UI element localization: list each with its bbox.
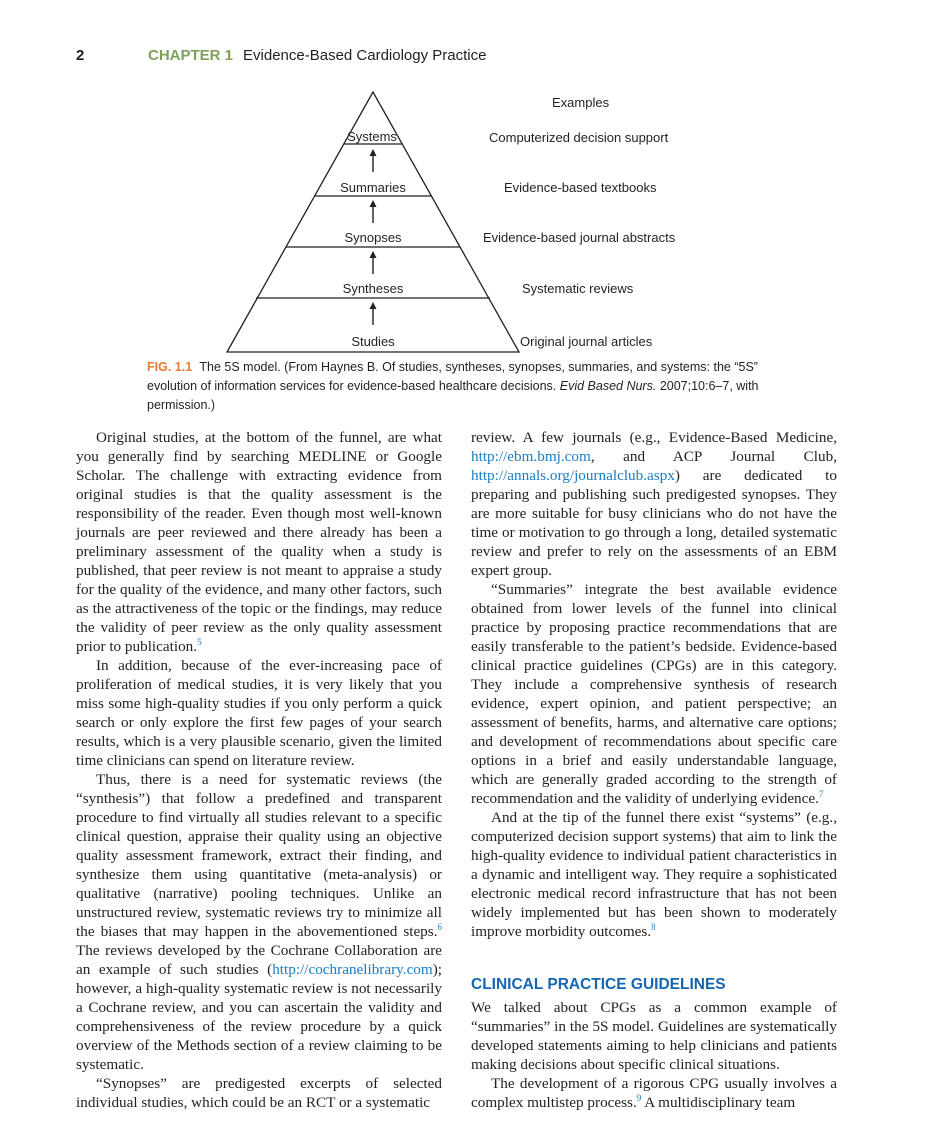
up-arrow-icon [370,149,377,172]
example-summaries: Evidence-based textbooks [504,180,657,195]
chapter-label: CHAPTER 1 [148,47,234,64]
paragraph-text: The reviews developed by the Cochrane Collaboration are an example of such studies ( [76,942,442,978]
pyramid-level-systems: Systems [347,129,397,144]
cochrane-link[interactable]: http://cochranelibrary.com [272,961,433,978]
pyramid-level-summaries: Summaries [340,180,406,195]
paragraph: In addition, because of the ever-increasing pace of proliferation of medical studies, it is very likely that you miss some high-quality studies if you only perform a quick search or only explore the first few pages of your search results, which is a very plausible scenario, given the limited time clinicians can spend on literature review. [76,657,442,769]
caption-text: The 5S model. (From Haynes B. Of studies, syntheses, synopses, summaries, and systems: the “5S” evolution of information services for evidence-based healthcare decisions. [147,360,758,393]
reference-marker[interactable]: 9 [636,1092,642,1103]
running-head [148,47,486,64]
example-synopses: Evidence-based journal abstracts [483,230,676,245]
pyramid-diagram [0,90,929,360]
figure-label: FIG. 1.1 [147,360,193,374]
paragraph-text: Original studies, at the bottom of the funnel, are what you generally find by searching MEDLINE or Google Scholar. The challenge with extracting evidence from original studies is that the quality assessment is the responsibility of the reader. Even though most well-known journals are peer reviewed and there already has been a preliminary assessment of the quality when a study is published, that peer review is not meant to appraise a study for the quality of the evidence, and many other factors, such as the attractiveness of the topic or the findings, may reduce the validity of peer review as the only quality assessment prior to publication. [76,429,442,655]
page-header [76,47,487,64]
paragraph-text: , and ACP Journal Club, [590,448,837,465]
chapter-title: Evidence-Based Cardiology Practice [243,47,487,64]
pyramid-level-studies: Studies [351,334,395,349]
paragraph: “Synopses” are predigested excerpts of selected individual studies, which could be an RCT or a systematic [76,1075,442,1111]
paragraph-text: Thus, there is a need for systematic reviews (the “synthesis”) that follow a predefined and transparent procedure to find virtually all studies relevant to a specific clinical question, appraise their quality using an objective quality assessment framework, extract their finding, and synthesize them using quantitative (meta-analysis) or qualitative (narrative) pooling techniques. Unlike an unstructured review, systematic reviews try to minimize all the biases that may happen in the abovementioned steps. [76,771,442,940]
reference-marker[interactable]: 8 [651,921,656,932]
up-arrow-icon [370,302,377,325]
paragraph [471,808,837,941]
reference-marker[interactable]: 6 [437,921,442,932]
paragraph: We talked about CPGs as a common example of “summaries” in the 5S model. Guidelines are systematically developed statements aiming to help clinicians and patients making decisions about specific clinical situations. [471,999,837,1073]
caption-tail: 2007;10:6–7, with permission.) [147,379,759,412]
caption-journal: Evid Based Nurs. [559,379,657,393]
example-syntheses: Systematic reviews [522,281,634,296]
pyramid-level-syntheses: Syntheses [342,281,404,296]
page-number: 2 [76,47,85,64]
paragraph [471,580,837,808]
paragraph-text: ) are dedicated to preparing and publishing such predigested synopses. They are more suitable for busy clinicians who do not have the time or motivation to go through a long, detailed systematic review and prefer to rely on the assessments of an EBM expert group. [471,467,837,579]
paragraph-text: A multidisciplinary team [641,1094,796,1111]
up-arrow-icon [370,200,377,223]
reference-marker[interactable]: 7 [818,788,824,799]
paragraph [471,428,837,580]
section-heading: CLINICAL PRACTICE GUIDELINES [471,976,726,993]
paragraph-text: ); however, a high-quality systematic review is not necessarily a Cochrane review, and you can ascertain the validity and comprehensiveness of the review procedure by a quick overview of the Methods section of a review claiming to be systematic. [76,961,442,1073]
paragraph-text: “Summaries” integrate the best available evidence obtained from lower levels of the funnel into clinical practice by proposing practice recommendations that are easily transferable to the patient’s bedside. Evidence-based clinical practice guidelines (CPGs) are in this category. They include a comprehensive synthesis of research evidence, expert opinion, and patient perspective; an assessment of benefits, harms, and alternative care options; and development of recommendations about specific care options in a brief and easily understandable language, which are generally graded according to the strength of recommendation and the validity of underlying evidence. [471,581,837,807]
paragraph [471,1074,837,1112]
left-text-column [76,428,442,1112]
examples-heading: Examples [552,95,610,110]
paragraph [76,770,442,1074]
right-text-column [471,428,837,1112]
example-systems: Computerized decision support [489,130,669,145]
figure-caption [147,358,787,415]
figure-5s-model [0,90,929,360]
example-studies: Original journal articles [520,334,653,349]
paragraph [76,428,442,656]
up-arrow-icon [370,251,377,274]
paragraph-text: review. A few journals (e.g., Evidence-Based Medicine, [471,429,837,446]
paragraph-text: The development of a rigorous CPG usually involves a complex multistep process. [471,1075,837,1111]
paragraph-text: And at the tip of the funnel there exist “systems” (e.g., computerized decision support systems) that aim to link the high-quality evidence to individual patient characteristics in a dynamic and intelligent way. They require a sophisticated electronic medical record infrastructure that has not been widely implemented but has been shown to moderately improve morbidity outcomes. [471,809,837,940]
reference-marker[interactable]: 5 [197,636,202,647]
acp-journal-club-link[interactable]: http://annals.org/journalclub.aspx [471,467,675,484]
pyramid-level-synopses: Synopses [344,230,402,245]
ebm-link[interactable]: http://ebm.bmj.com [471,448,591,465]
